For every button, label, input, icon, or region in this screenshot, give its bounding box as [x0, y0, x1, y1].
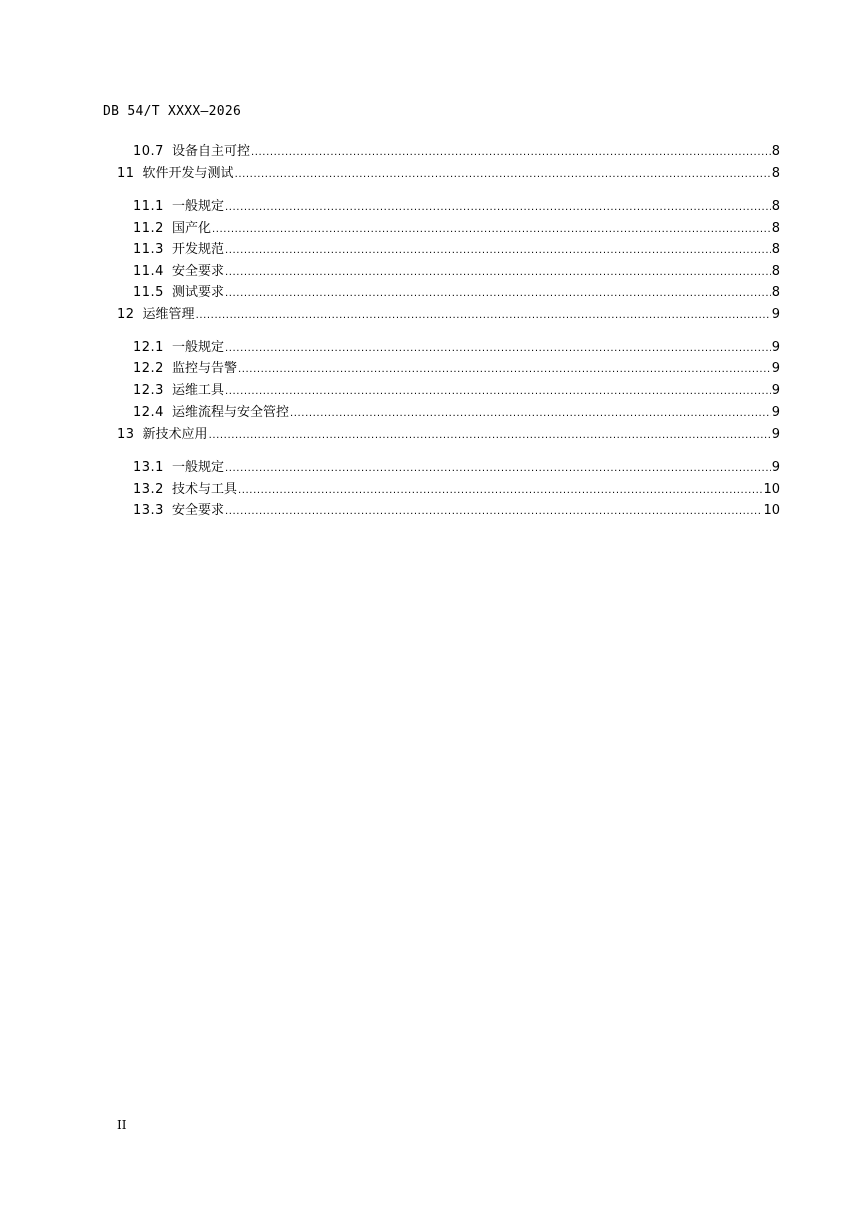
toc-entry-number: 11 — [117, 166, 135, 181]
toc-entry-page: 8 — [771, 285, 780, 300]
toc-entry-page: 8 — [771, 242, 780, 257]
toc-entry-page: 9 — [771, 460, 780, 475]
toc-entry-number: 11.3 — [133, 242, 164, 257]
toc-leader-dots — [225, 504, 762, 520]
toc-entry-title: 测试要求 — [171, 285, 224, 300]
toc-entry-title: 运维工具 — [171, 383, 224, 398]
toc-entry-title: 开发规范 — [171, 242, 224, 257]
toc-entry-number: 12 — [117, 307, 135, 322]
toc-leader-dots — [238, 483, 762, 499]
toc-entry-number: 12.1 — [133, 340, 164, 355]
toc-entry-number: 13.2 — [133, 482, 164, 497]
toc-entry-page: 9 — [771, 340, 780, 355]
toc-entry-page: 8 — [771, 199, 780, 214]
toc-entry-11-5[interactable] — [133, 285, 780, 301]
toc-entry-12[interactable] — [117, 307, 780, 323]
toc-entry-title: 软件开发与测试 — [142, 166, 234, 181]
toc-entry-13-3[interactable] — [133, 503, 780, 519]
toc-entry-13-2[interactable] — [133, 482, 780, 498]
toc-entry-number: 11.4 — [133, 264, 164, 279]
toc-leader-dots — [225, 461, 771, 477]
toc-entry-number: 10.7 — [133, 144, 164, 159]
toc-entry-page: 10 — [763, 482, 780, 497]
toc-leader-dots — [225, 384, 771, 400]
toc-entry-title: 安全要求 — [171, 503, 224, 518]
toc-entry-title: 一般规定 — [171, 199, 224, 214]
toc-entry-page: 8 — [771, 264, 780, 279]
toc-entry-title: 运维流程与安全管控 — [171, 405, 289, 420]
toc-entry-12-3[interactable] — [133, 383, 780, 399]
toc-entry-page: 9 — [771, 361, 780, 376]
toc-leader-dots — [225, 200, 771, 216]
toc-entry-page: 10 — [763, 503, 780, 518]
toc-leader-dots — [251, 145, 771, 161]
toc-entry-12-4[interactable] — [133, 405, 780, 421]
toc-entry-number: 11.5 — [133, 285, 164, 300]
toc-leader-dots — [225, 341, 771, 357]
toc-leader-dots — [290, 406, 771, 422]
toc-entry-title: 安全要求 — [171, 264, 224, 279]
toc-leader-dots — [238, 362, 771, 378]
toc-entry-title: 国产化 — [171, 221, 211, 236]
toc-entry-title: 一般规定 — [171, 460, 224, 475]
toc-leader-dots — [235, 167, 771, 183]
toc-leader-dots — [225, 243, 771, 259]
toc-entry-page: 8 — [771, 166, 780, 181]
toc-entry-number: 12.3 — [133, 383, 164, 398]
toc-leader-dots — [225, 265, 771, 281]
toc-entry-title: 运维管理 — [142, 307, 195, 322]
toc-entry-number: 11.2 — [133, 221, 164, 236]
toc-entry-number: 12.2 — [133, 361, 164, 376]
toc-entry-page: 9 — [771, 427, 780, 442]
toc-entry-title: 技术与工具 — [171, 482, 237, 497]
toc-entry-title: 监控与告警 — [171, 361, 237, 376]
toc-leader-dots — [225, 286, 771, 302]
toc-entry-title: 新技术应用 — [142, 427, 208, 442]
toc-entry-number: 12.4 — [133, 405, 164, 420]
toc-entry-11[interactable] — [117, 166, 780, 182]
toc-leader-dots — [209, 428, 771, 444]
toc-entry-12-2[interactable] — [133, 361, 780, 377]
toc-leader-dots — [212, 222, 771, 238]
toc-entry-10-7[interactable] — [133, 144, 780, 160]
toc-entry-12-1[interactable] — [133, 340, 780, 356]
toc-entry-page: 9 — [771, 405, 780, 420]
document-code-header: DB 54/T XXXX—2026 — [103, 104, 242, 119]
toc-entry-number: 13.3 — [133, 503, 164, 518]
toc-entry-title: 一般规定 — [171, 340, 224, 355]
toc-entry-number: 13.1 — [133, 460, 164, 475]
toc-leader-dots — [196, 308, 771, 324]
toc-entry-11-2[interactable] — [133, 221, 780, 237]
toc-entry-page: 8 — [771, 221, 780, 236]
toc-entry-13[interactable] — [117, 427, 780, 443]
toc-entry-11-4[interactable] — [133, 264, 780, 280]
toc-entry-number: 11.1 — [133, 199, 164, 214]
toc-entry-11-3[interactable] — [133, 242, 780, 258]
toc-entry-11-1[interactable] — [133, 199, 780, 215]
toc-entry-page: 9 — [771, 383, 780, 398]
toc-entry-13-1[interactable] — [133, 460, 780, 476]
toc-entry-title: 设备自主可控 — [171, 144, 250, 159]
page-number-footer: II — [117, 1118, 127, 1132]
toc-entry-page: 9 — [771, 307, 780, 322]
toc-entry-number: 13 — [117, 427, 135, 442]
toc-entry-page: 8 — [771, 144, 780, 159]
